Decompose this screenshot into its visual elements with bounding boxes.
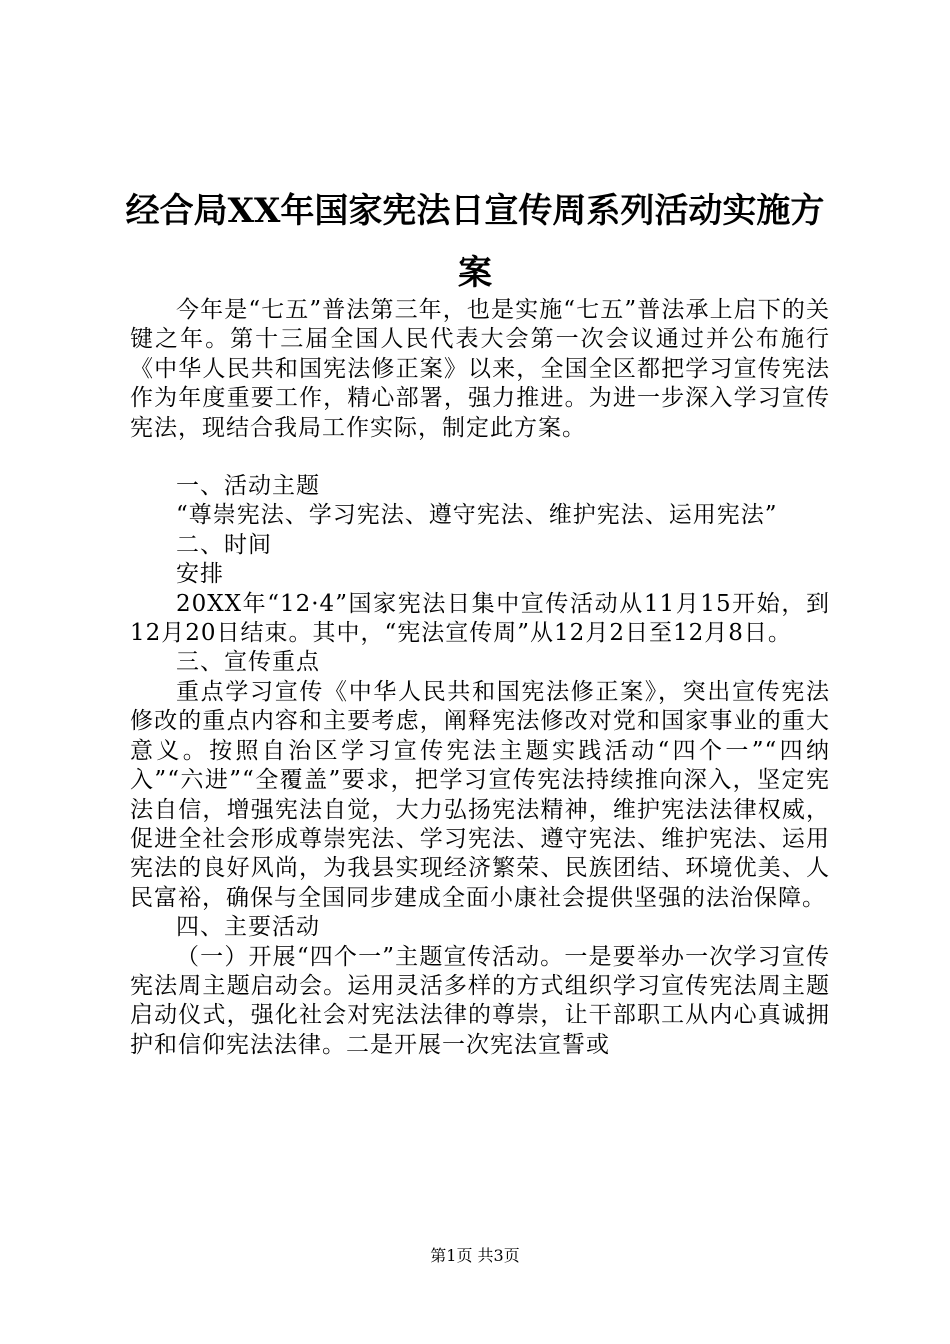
page-footer: 第1页 共3页 <box>430 1246 520 1265</box>
time-paragraph: 20XX年“12·4”国家宪法日集中宣传活动从11月15开始，到12月20日结束。其中，“宪法宣传周”从12月2日至12月8日。 <box>130 590 830 647</box>
section-heading-theme: 一、活动主题 <box>176 473 320 500</box>
section-heading-focus: 三、宣传重点 <box>176 649 320 676</box>
section-subheading-arrangement: 安排 <box>176 561 224 588</box>
document-title: 经合局XX年国家宪法日宣传周系列活动实施方案 <box>125 191 825 293</box>
intro-paragraph: 今年是“七五”普法第三年，也是实施“七五”普法承上启下的关键之年。第十三届全国人民代表大会第一次会议通过并公布施行《中华人民共和国宪法修正案》以来，全国全区都把学习宣传宪法作为年度重要工作，精心部署，强力推进。为进一步深入学习宣传宪法，现结合我局工作实际，制定此方案。 <box>130 297 830 441</box>
focus-paragraph: 重点学习宣传《中华人民共和国宪法修正案》，突出宣传宪法修改的重点内容和主要考虑，阐释宪法修改对党和国家事业的重大意义。按照自治区学习宣传宪法主题实践活动“四个一”“四纳入”“六进”“全覆盖”要求，把学习宣传宪法持续推向深入，坚定宪法自信，增强宪法自觉，大力弘扬宪法精神，维护宪法法律权威，促进全社会形成尊崇宪法、学习宪法、遵守宪法、维护宪法、运用宪法的良好风尚，为我县实现经济繁荣、民族团结、环境优美、人民富裕，确保与全国同步建成全面小康社会提供坚强的法治保障。 <box>130 678 830 911</box>
section-heading-activities: 四、主要活动 <box>176 914 320 941</box>
section-heading-time: 二、时间 <box>176 531 272 558</box>
document-body <box>130 296 830 1060</box>
theme-slogan: “尊崇宪法、学习宪法、遵守宪法、维护宪法、运用宪法” <box>176 502 778 529</box>
activities-paragraph: （一）开展“四个一”主题宣传活动。一是要举办一次学习宣传宪法周主题启动会。运用灵活多样的方式组织学习宣传宪法周主题启动仪式，强化社会对宪法法律的尊崇，让干部职工从内心真诚拥护和信仰宪法法律。二是开展一次宪法宣誓或 <box>130 943 830 1058</box>
